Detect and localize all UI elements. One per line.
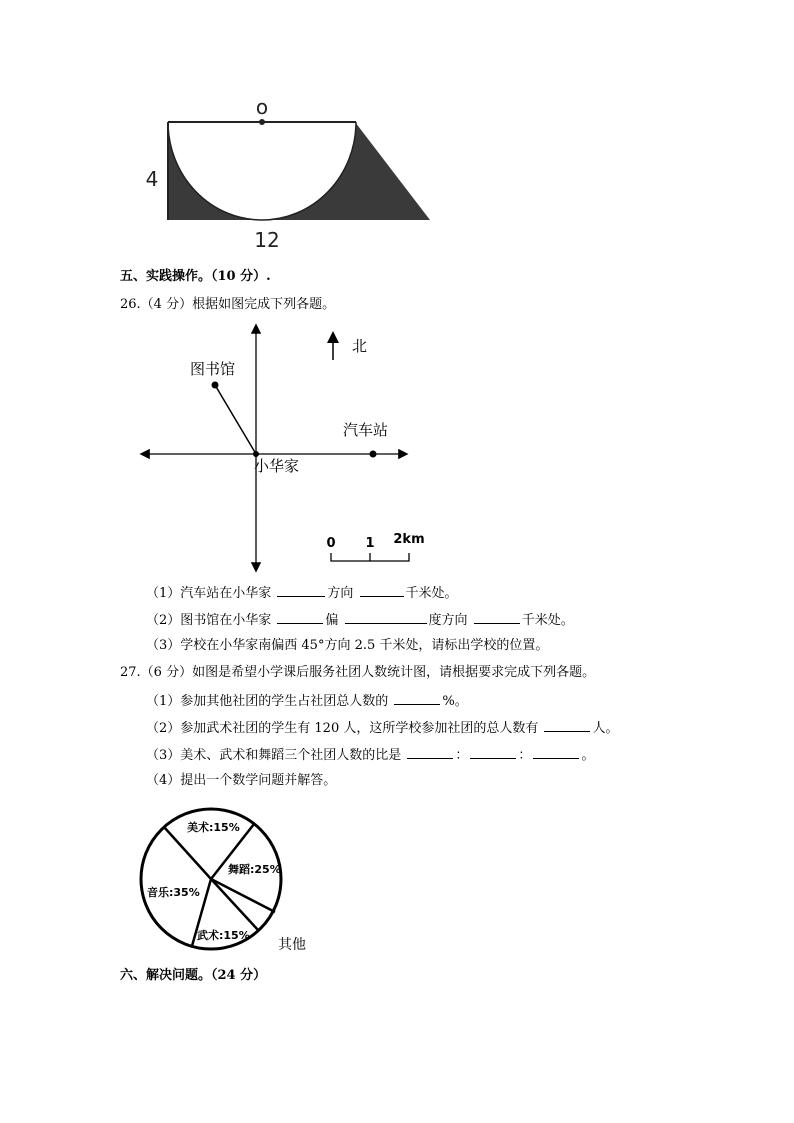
answer-blank-km[interactable]	[474, 611, 520, 624]
answer-blank-total[interactable]	[544, 719, 590, 732]
q26-map-figure	[130, 320, 440, 575]
bus-station-label: 汽车站	[343, 421, 389, 439]
answer-blank-direction[interactable]	[277, 584, 325, 597]
scale-tick-0: 0	[326, 536, 336, 551]
q27-item-3	[146, 746, 594, 764]
q27-item-2-part2: 人。	[592, 721, 619, 736]
pie-label-art: 美术:15%	[187, 821, 240, 834]
q27-item-3-end: 。	[581, 748, 595, 763]
scale-bar	[331, 553, 409, 561]
section-5-title: 五、实践操作。（10 分）.	[120, 269, 271, 284]
pie-label-other: 其他	[278, 937, 306, 953]
q26-item-1-part1: （1）汽车站在小华家	[146, 586, 276, 601]
answer-blank-degree[interactable]	[345, 611, 427, 624]
home-label: 小华家	[254, 457, 300, 475]
label-height: 4	[145, 167, 159, 191]
q27-item-2-part1: （2）参加武术社团的学生有 120 人，这所学校参加社团的总人数有	[146, 721, 543, 736]
q26-stem: 26.（4 分）根据如图完成下列各题。	[120, 297, 336, 312]
library-point	[212, 382, 219, 389]
label-base: 12	[254, 228, 280, 252]
answer-blank-ratio-3[interactable]	[533, 746, 579, 759]
divider-music-art	[164, 827, 211, 879]
q27-item-1	[146, 692, 468, 710]
q26-item-2-part1: （2）图书馆在小华家	[146, 613, 276, 628]
bus-station-point	[370, 451, 377, 458]
label-o: o	[255, 95, 269, 119]
q27-stem: 27.（6 分）如图是希望小学课后服务社团人数统计图，请根据要求完成下列各题。	[120, 665, 596, 680]
divider-other-martial	[211, 879, 258, 930]
answer-blank-ratio-1[interactable]	[407, 746, 453, 759]
ratio-separator-1: ：	[455, 748, 469, 763]
q27-item-2	[146, 719, 619, 737]
q26-item-2-part4: 千米处。	[521, 613, 574, 628]
q26-item-1-part2: 方向	[327, 586, 358, 601]
answer-blank-direction-1[interactable]	[277, 611, 323, 624]
ratio-separator-2: ：	[518, 748, 532, 763]
section-6-title: 六、解决问题。（24 分）	[120, 968, 267, 983]
center-point	[259, 119, 265, 125]
library-segment	[215, 385, 256, 454]
answer-blank-ratio-2[interactable]	[470, 746, 516, 759]
q26-item-2-part2: 偏	[325, 613, 343, 628]
answer-blank-distance[interactable]	[360, 584, 404, 597]
club-pie-chart	[135, 800, 325, 960]
q26-item-2	[146, 611, 574, 629]
q27-item-3-part1: （3）美术、武术和舞蹈三个社团人数的比是	[146, 748, 406, 763]
q27-item-4: （4）提出一个数学问题并解答。	[146, 773, 337, 788]
q26-item-2-part3: 度方向	[428, 613, 472, 628]
q26-item-1-part3: 千米处。	[405, 586, 458, 601]
pie-label-martial: 武术:15%	[197, 929, 250, 942]
scale-tick-1: 1	[365, 536, 375, 551]
q26-item-3: （3）学校在小华家南偏西 45°方向 2.5 千米处，请标出学校的位置。	[146, 638, 549, 653]
pie-label-music: 音乐:35%	[147, 886, 200, 899]
north-label: 北	[352, 337, 368, 355]
q26-item-1	[146, 584, 458, 602]
divider-dance-other	[211, 879, 275, 912]
answer-blank-other-percent[interactable]	[394, 692, 440, 705]
q27-item-1-part1: （1）参加其他社团的学生占社团总人数的	[146, 694, 393, 709]
shaded-region	[168, 122, 430, 220]
pie-label-dance: 舞蹈:25%	[228, 863, 281, 876]
library-label: 图书馆	[190, 360, 236, 378]
q27-item-1-part2: %。	[442, 694, 468, 709]
scale-tick-2km: 2km	[393, 532, 425, 547]
semicircle-trapezoid-figure	[140, 92, 440, 252]
